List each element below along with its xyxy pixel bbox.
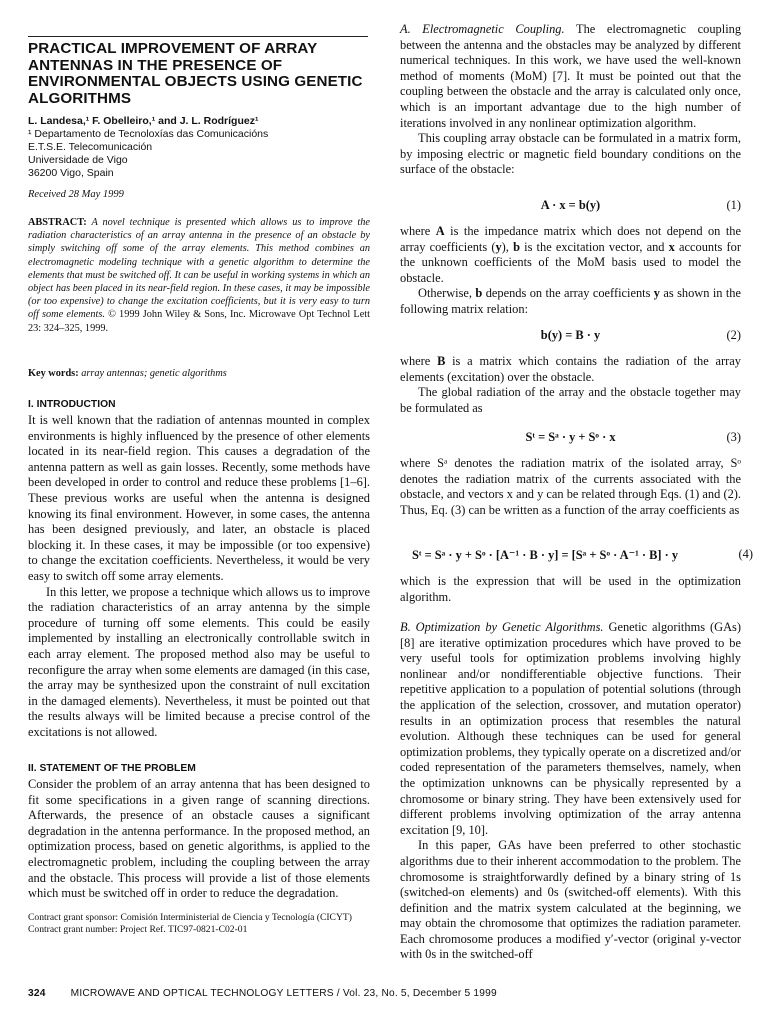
text-run: where [400,224,436,238]
symbol: A [435,224,445,238]
text-run: accounts for the unknown coefficients of the MoM basis used to model the obstacle. [400,239,741,285]
footnote-line: Contract grant sponsor: Comisión Interministerial de Ciencia y Tecnología (CICYT) [28,912,352,923]
paragraph: The electromagnetic coupling between the antenna and the obstacles may be analyzed by different numerical techniques. In this work, we have used the well-known method of moments (MoM) [7]. It must be pointed out that the coupling between the obstacle and the array is calculated only once, which is an important advantage due to the high number of iterations involved in any nonlinear optimization algorithm. [400,22,742,130]
equation-1 [400,198,741,213]
abstract [28,216,370,335]
equation-text: A · x = b(y) [540,198,601,212]
symbol: b [475,286,483,301]
author-names: L. Landesa,¹ F. Obelleiro,¹ and J. L. Rodríguez¹ [28,115,259,127]
paragraph: Genetic algorithms (GAs) [8] are iterative optimization procedures which have proved to be very useful tools for optimization problems involving highly nonlinear and/or nondifferentiable objective functions. Their repetitive application to a population of potential solutions (through the application of the selection, crossover, and mutation operator) results in an optimization process that resembles the natural evolution. Although these techniques can be used for general optimization problems, they typically operate on a discretized and/or coded representation of the parameters themselves, namely, when the optimization unknowns can be physically represented by a chromosome or binary string. They have been extensively used for different problems involving optimization of the array antenna excitation [9, 10]. [400,620,741,837]
equation-3-explanation [400,456,741,518]
subsection-title: B. Optimization by Genetic Algorithms. [400,620,604,634]
keywords-label: Key words: [28,368,79,379]
subsection-genetic-algorithms [400,620,741,963]
affiliation-line: Universidade de Vigo [28,154,128,166]
equation-number: (3) [726,430,741,444]
section-problem [28,777,370,902]
paragraph: which is the expression that will be used in the optimization algorithm. [400,574,741,604]
abstract-citation: © 1999 John Wiley & Sons, Inc. Microwave Opt Technol Lett 23: 324–325, 1999. [28,309,371,334]
equation-2-explanation [400,354,741,416]
equation-4 [400,547,753,563]
abstract-text: A novel technique is presented which allows us to improve the radiation characteristics of an array antenna in the presence of an obstacle by simply switching off some of the array elements. This method combines an electromagnetic modeling technique with a genetic algorithm to determine the elements that must be switched off. It can be useful in working systems in which an object has been placed in its near-field region. In these cases, it may be impossible (or too expensive) to change the excitation coefficients, but it is very easy to turn off some elements. [28,217,371,321]
article-title: PRACTICAL IMPROVEMENT OF ARRAY ANTENNAS IN THE PRESENCE OF ENVIRONMENTAL OBJECTS USING GENETIC ALGORITHMS [28,40,363,107]
equation-4-explanation [400,574,741,605]
title-rule [28,36,368,37]
paragraph: This coupling array obstacle can be formulated in a matrix form, by imposing electric or magnetic field boundary conditions on the surface of the obstacle: [400,131,741,177]
symbol: y [495,239,502,254]
text-run: is the excitation vector, and [519,239,669,254]
paragraph: The global radiation of the array and the obstacle together may be formulated as [400,385,741,415]
affiliation-line: ¹ Departamento de Tecnoloxías das Comunicacións [28,128,269,140]
page-footer [28,988,748,999]
page-number: 324 [28,988,46,999]
footnote-line: Contract grant number: Project Ref. TIC97-0821-C02-01 [28,924,248,935]
keywords-text: array antennas; genetic algorithms [81,368,227,379]
abstract-label: ABSTRACT: [28,217,87,228]
equation-text: Sᵗ = Sᵃ · y + Sᵒ · x [525,430,616,444]
paragraph: Consider the problem of an array antenna that has been designed to fit some specifications in a given range of scanning directions. Afterwards, the presence of an obstacle causes a significant degradation in the antenna performance. In the proposed method, an optimization process, based on genetic algorithms, is applied to the electromagnetic problem, including the coupling between the array and the obstacle. This process will provide a list of those elements which must be switched off in order to reduce the degradation. [28,777,370,901]
paragraph: In this letter, we propose a technique which allows us to improve the radiation characteristics of an array antenna by the simple procedure of turning off some elements. This could be easily implemented by installing an electronically controllable switch in each array element. The proposed method also may be useful to reconfigure the array when some elements are damaged (in this case, the array may be synthesized upon the constraint of null excitation in the damaged elements). Nevertheless, it must be pointed out that the results always will be limited because a precise control of the excitations is not allowed. [28,584,370,739]
keywords [28,368,227,379]
author-block [28,115,370,180]
symbol: x [668,239,675,254]
text-run: as shown in the following matrix relation: [400,286,742,316]
equation-number: (2) [726,328,741,342]
text-run: Otherwise, [418,286,476,301]
equation-1-explanation [400,224,741,318]
equation-3 [400,430,741,445]
section-introduction [28,413,370,740]
equation-number: (4) [738,547,753,561]
section-heading-introduction: I. INTRODUCTION [28,399,116,410]
equation-2 [400,328,741,343]
journal-info: MICROWAVE AND OPTICAL TECHNOLOGY LETTERS / Vol. 23, No. 5, December 5 1999 [70,988,497,999]
text-run: is a matrix which contains the radiation of the array elements (excitation) over the obstacle. [400,354,741,384]
paragraph: where Sᵃ denotes the radiation matrix of the isolated array, Sᵒ denotes the radiation matrix of the currents associated with the obstacle, and vectors x and y can be related through Eqs. (1) and (2). Thus, Eq. (3) can be written as a function of the array coefficients as [400,456,741,517]
subsection-electromagnetic-coupling [400,22,741,178]
text-run: depends on the array coefficients [482,286,654,301]
symbol: y [653,286,660,301]
paragraph: It is well known that the radiation of antennas mounted in complex environments is highly influenced by the presence of other elements located in its near-field region. This causes a degradation of the antenna pattern as well as gain losses. Recently, some methods have been developed in order to control and reduce these problems [1–6]. These previous works are useful when the antenna is designed knowing its final environment. However, in some cases, the antenna has been designed previously, and later, an obstacle is placed blocking it. In these cases, it may be impossible (or too expensive) to change the excitation coefficients. Nevertheless, it would be very easy to switch off some array elements. [28,413,370,583]
affiliation-line: 36200 Vigo, Spain [28,167,114,179]
affiliation-line: E.T.S.E. Telecomunicación [28,141,153,153]
subsection-title: A. Electromagnetic Coupling. [400,22,565,36]
equation-number: (1) [726,198,741,212]
paragraph: In this paper, GAs have been preferred to other stochastic algorithms due to their inherent accommodation to the problem. The chromosome is straightforwardly defined by a binary string of 1s (switched-on elements) and 0s (switched-off elements). With this definition and the matrix system calculated at the beginning, we may obtain the chromosome that optimizes the radiation parameter. Each chromosome produces a modified y′-vector (original y-vector with 0s in the switched-off [400,838,741,962]
equation-text: Sᵗ = Sᵃ · y + Sᵒ · [A⁻¹ · B · y] = [Sᵃ + Sᵒ · A⁻¹ · B] · y [412,548,679,562]
text-run: is the impedance matrix which does not depend on the array coefficients ( [400,224,741,254]
text-run: ), [501,239,514,254]
equation-text: b(y) = B · y [540,328,601,342]
footnote [28,912,370,936]
text-run: where [400,354,438,368]
symbol: B [437,354,446,368]
section-heading-problem: II. STATEMENT OF THE PROBLEM [28,763,196,774]
received-date: Received 28 May 1999 [28,189,124,200]
symbol: b [513,239,520,254]
